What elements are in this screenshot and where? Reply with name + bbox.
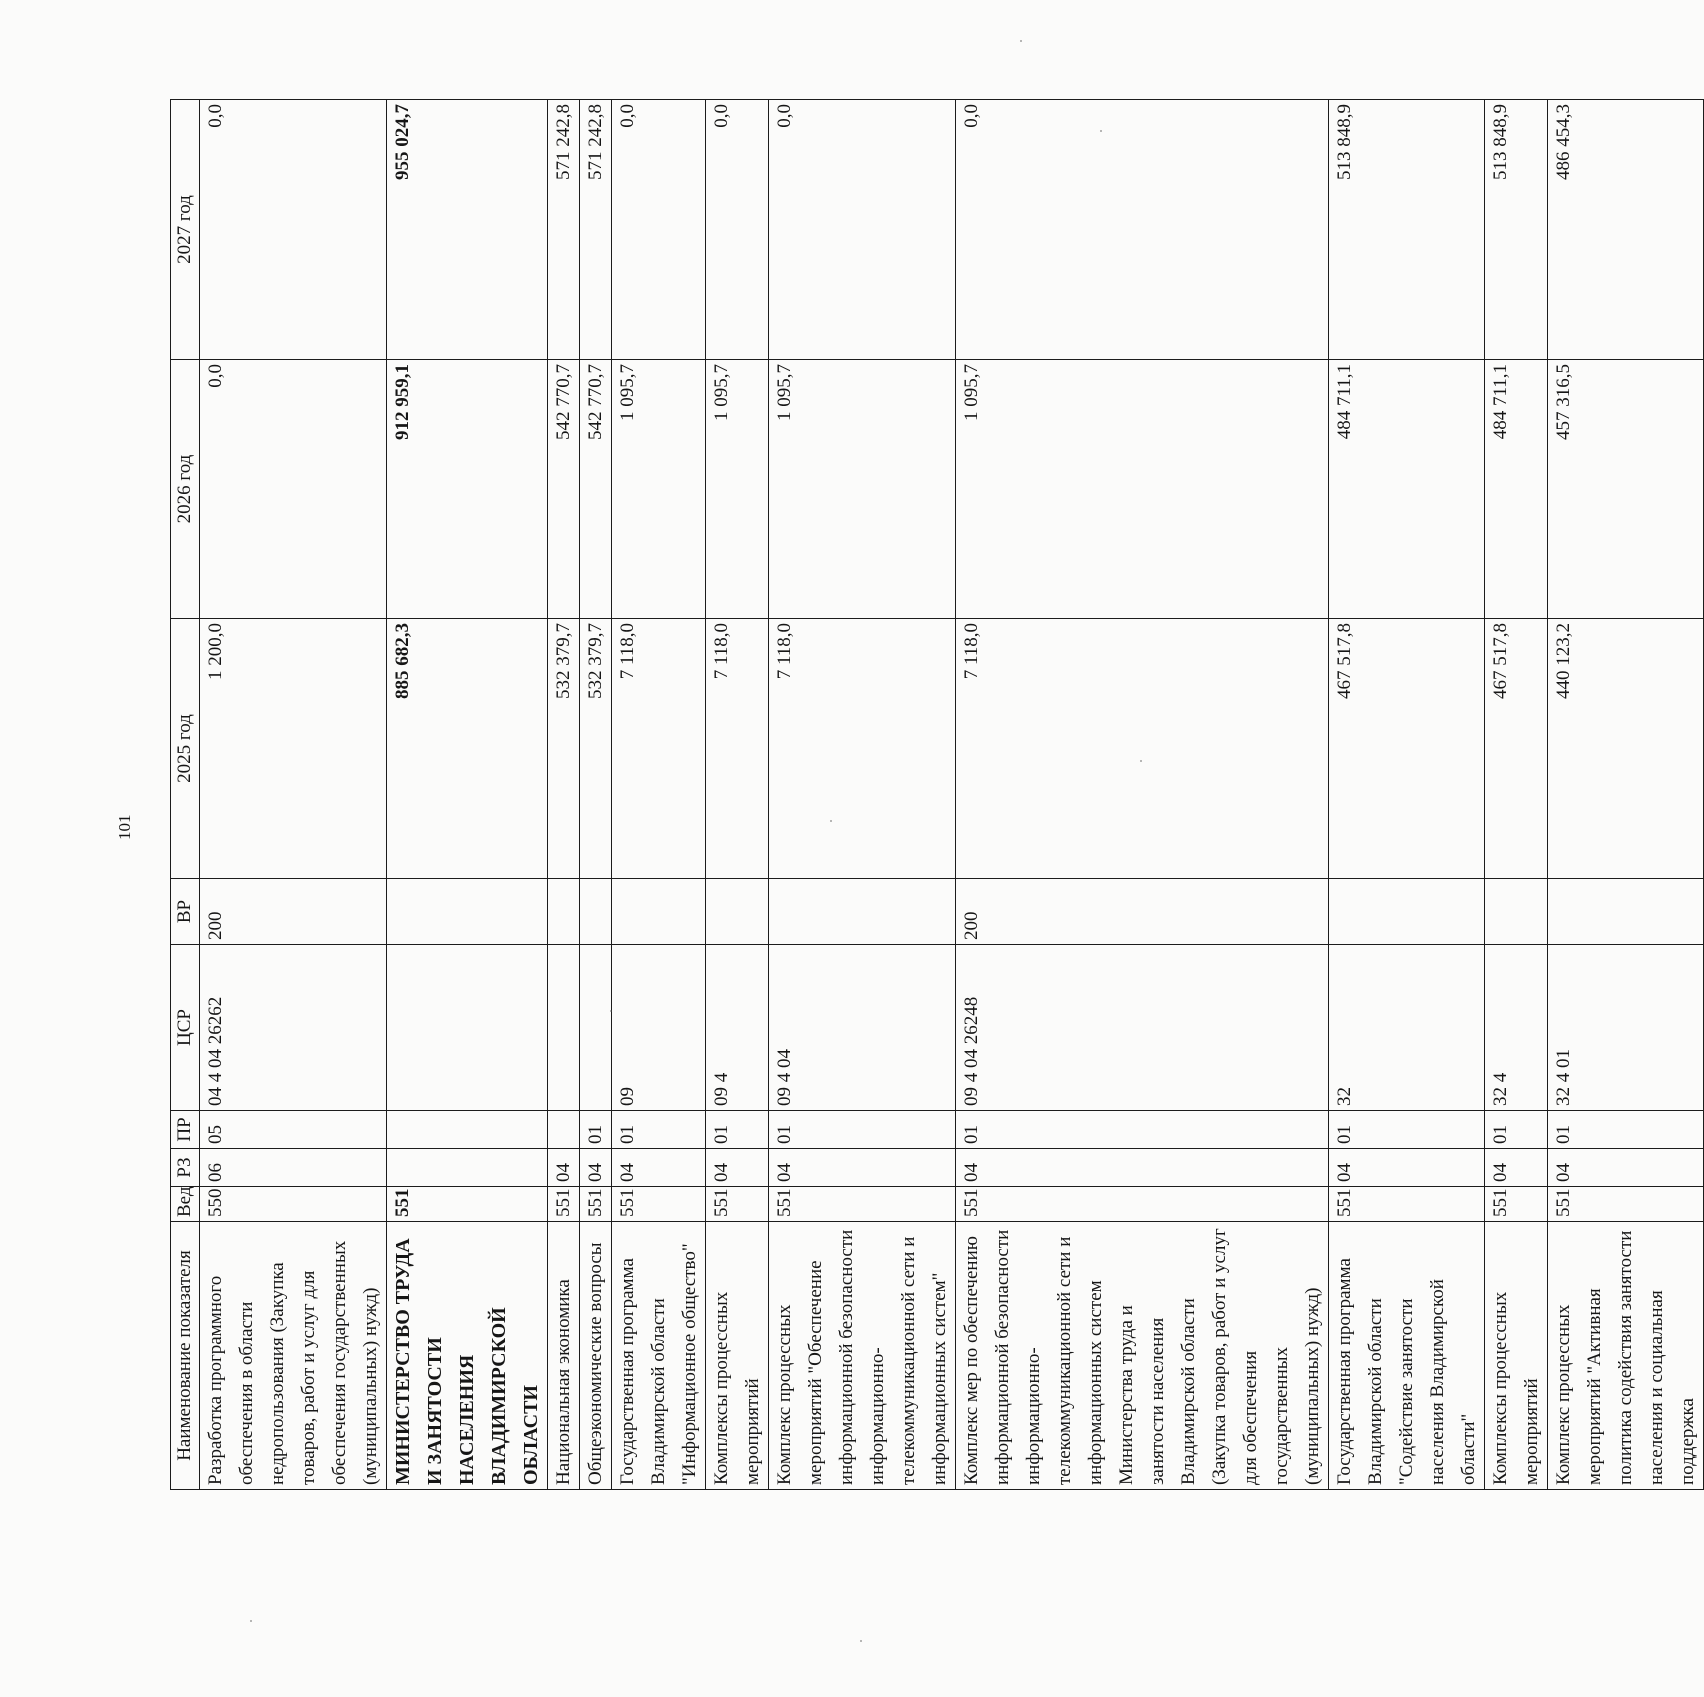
row-pr: 01 bbox=[769, 1111, 956, 1149]
scan-speck bbox=[250, 1620, 252, 1622]
row-2025: 7 118,0 bbox=[769, 619, 956, 879]
row-2026: 484 711,1 bbox=[1329, 360, 1485, 619]
row-vr: 200 bbox=[200, 879, 387, 945]
row-2026: 457 316,5 bbox=[1548, 360, 1704, 619]
row-rz: 04 bbox=[1548, 1149, 1704, 1187]
row-name: Национальная экономика bbox=[548, 1222, 580, 1490]
row-2027: 0,0 bbox=[769, 100, 956, 360]
row-2026: 542 770,7 bbox=[580, 360, 612, 619]
row-name: Комплексы процессных мероприятий bbox=[706, 1222, 769, 1490]
row-2027: 571 242,8 bbox=[580, 100, 612, 360]
table-row bbox=[387, 100, 548, 1490]
row-pr: 01 bbox=[612, 1111, 706, 1149]
row-csr bbox=[387, 945, 548, 1111]
row-vr bbox=[387, 879, 548, 945]
row-2027: 0,0 bbox=[200, 100, 387, 360]
row-name: Комплексы процессных мероприятий bbox=[1485, 1222, 1548, 1490]
row-2026: 484 711,1 bbox=[1485, 360, 1548, 619]
row-2025: 440 123,2 bbox=[1548, 619, 1704, 879]
row-vr bbox=[1329, 879, 1485, 945]
row-name: Государственная программа Владимирской области "Содействие занятости населения Владимирской области" bbox=[1329, 1222, 1485, 1490]
row-ved: 551 bbox=[956, 1187, 1329, 1222]
row-vr bbox=[769, 879, 956, 945]
row-name: Комплекс процессных мероприятий "Активная политика содействия занятости населения и социальная поддержка bbox=[1548, 1222, 1704, 1490]
row-2027: 513 848,9 bbox=[1485, 100, 1548, 360]
row-2025: 532 379,7 bbox=[580, 619, 612, 879]
header-rz: РЗ bbox=[171, 1149, 200, 1187]
row-ved: 551 bbox=[706, 1187, 769, 1222]
row-2025: 532 379,7 bbox=[548, 619, 580, 879]
row-ved: 551 bbox=[387, 1187, 548, 1222]
table-row bbox=[1485, 100, 1548, 1490]
table-row bbox=[548, 100, 580, 1490]
row-vr bbox=[1548, 879, 1704, 945]
scan-speck bbox=[610, 1010, 612, 1012]
scan-speck bbox=[1020, 40, 1022, 42]
header-pr: ПР bbox=[171, 1111, 200, 1149]
row-2026: 1 095,7 bbox=[706, 360, 769, 619]
table-row bbox=[769, 100, 956, 1490]
page-number: 101 bbox=[115, 814, 134, 840]
row-csr: 32 bbox=[1329, 945, 1485, 1111]
row-pr: 05 bbox=[200, 1111, 387, 1149]
row-vr bbox=[580, 879, 612, 945]
row-ved: 550 bbox=[200, 1187, 387, 1222]
row-name: Общеэкономические вопросы bbox=[580, 1222, 612, 1490]
row-2027: 955 024,7 bbox=[387, 100, 548, 360]
row-pr: 01 bbox=[1548, 1111, 1704, 1149]
row-pr bbox=[387, 1111, 548, 1149]
row-ved: 551 bbox=[580, 1187, 612, 1222]
row-name: Государственная программа Владимирской области "Информационное общество" bbox=[612, 1222, 706, 1490]
row-csr: 09 4 04 bbox=[769, 945, 956, 1111]
rotated-table-sheet bbox=[170, 100, 1698, 1490]
row-rz: 04 bbox=[548, 1149, 580, 1187]
row-ved: 551 bbox=[769, 1187, 956, 1222]
table-header-row bbox=[171, 100, 200, 1490]
row-ved: 551 bbox=[1485, 1187, 1548, 1222]
row-ved: 551 bbox=[1329, 1187, 1485, 1222]
row-2025: 467 517,8 bbox=[1485, 619, 1548, 879]
row-2026: 1 095,7 bbox=[769, 360, 956, 619]
scan-speck bbox=[1100, 130, 1102, 132]
row-csr: 09 4 04 26248 bbox=[956, 945, 1329, 1111]
row-csr: 09 bbox=[612, 945, 706, 1111]
header-2027: 2027 год bbox=[171, 100, 200, 360]
scan-speck bbox=[830, 820, 832, 822]
table-row bbox=[200, 100, 387, 1490]
row-ved: 551 bbox=[548, 1187, 580, 1222]
table-row bbox=[956, 100, 1329, 1490]
header-csr: ЦСР bbox=[171, 945, 200, 1111]
row-rz: 04 bbox=[769, 1149, 956, 1187]
row-2025: 7 118,0 bbox=[956, 619, 1329, 879]
row-2027: 0,0 bbox=[956, 100, 1329, 360]
row-pr: 01 bbox=[1329, 1111, 1485, 1149]
row-rz: 04 bbox=[612, 1149, 706, 1187]
row-vr bbox=[548, 879, 580, 945]
row-name: Разработка программного обеспечения в области недропользования (Закупка товаров, работ и услуг для обеспечения государственных (муниципальных) нужд) bbox=[200, 1222, 387, 1490]
row-pr: 01 bbox=[1485, 1111, 1548, 1149]
row-pr: 01 bbox=[580, 1111, 612, 1149]
row-2025: 885 682,3 bbox=[387, 619, 548, 879]
row-rz: 04 bbox=[580, 1149, 612, 1187]
header-2026: 2026 год bbox=[171, 360, 200, 619]
row-2027: 486 454,3 bbox=[1548, 100, 1704, 360]
row-pr: 01 bbox=[956, 1111, 1329, 1149]
table-row bbox=[1329, 100, 1485, 1490]
row-2025: 7 118,0 bbox=[612, 619, 706, 879]
scan-speck bbox=[860, 1640, 862, 1642]
row-name: Комплекс процессных мероприятий "Обеспечение информационной безопасности информационно-телекоммуникационной сети и информационных систем" bbox=[769, 1222, 956, 1490]
row-2026: 912 959,1 bbox=[387, 360, 548, 619]
table-row bbox=[580, 100, 612, 1490]
row-rz: 04 bbox=[956, 1149, 1329, 1187]
row-vr bbox=[1485, 879, 1548, 945]
row-2026: 0,0 bbox=[200, 360, 387, 619]
row-rz: 04 bbox=[706, 1149, 769, 1187]
row-name: Комплекс мер по обеспечению информационной безопасности информационно-телекоммуникационной сети и информационных систем Министерства труда и занятости населения Владимирской области (Закупка товаров, работ и услуг для обеспечения государственных (муниципальных) нужд) bbox=[956, 1222, 1329, 1490]
row-rz: 04 bbox=[1485, 1149, 1548, 1187]
header-name: Наименование показателя bbox=[171, 1222, 200, 1490]
row-csr: 04 4 04 26262 bbox=[200, 945, 387, 1111]
scan-speck bbox=[1140, 760, 1142, 762]
row-pr bbox=[548, 1111, 580, 1149]
row-2026: 542 770,7 bbox=[548, 360, 580, 619]
row-rz: 04 bbox=[1329, 1149, 1485, 1187]
table-row bbox=[1548, 100, 1704, 1490]
row-csr: 09 4 bbox=[706, 945, 769, 1111]
row-rz: 06 bbox=[200, 1149, 387, 1187]
row-2027: 0,0 bbox=[612, 100, 706, 360]
header-vr: ВР bbox=[171, 879, 200, 945]
row-csr: 32 4 bbox=[1485, 945, 1548, 1111]
row-ved: 551 bbox=[612, 1187, 706, 1222]
row-pr: 01 bbox=[706, 1111, 769, 1149]
row-2027: 0,0 bbox=[706, 100, 769, 360]
row-csr bbox=[548, 945, 580, 1111]
row-name: МИНИСТЕРСТВО ТРУДА И ЗАНЯТОСТИ НАСЕЛЕНИЯ ВЛАДИМИРСКОЙ ОБЛАСТИ bbox=[387, 1222, 548, 1490]
row-vr bbox=[612, 879, 706, 945]
budget-table bbox=[170, 99, 1704, 1490]
row-vr bbox=[706, 879, 769, 945]
row-2025: 1 200,0 bbox=[200, 619, 387, 879]
row-2026: 1 095,7 bbox=[612, 360, 706, 619]
row-rz bbox=[387, 1149, 548, 1187]
header-ved: Вед bbox=[171, 1187, 200, 1222]
row-2025: 7 118,0 bbox=[706, 619, 769, 879]
row-2026: 1 095,7 bbox=[956, 360, 1329, 619]
row-csr: 32 4 01 bbox=[1548, 945, 1704, 1111]
header-2025: 2025 год bbox=[171, 619, 200, 879]
row-csr bbox=[580, 945, 612, 1111]
row-2027: 513 848,9 bbox=[1329, 100, 1485, 360]
table-row bbox=[612, 100, 706, 1490]
table-row bbox=[706, 100, 769, 1490]
row-vr: 200 bbox=[956, 879, 1329, 945]
row-2027: 571 242,8 bbox=[548, 100, 580, 360]
row-ved: 551 bbox=[1548, 1187, 1704, 1222]
row-2025: 467 517,8 bbox=[1329, 619, 1485, 879]
